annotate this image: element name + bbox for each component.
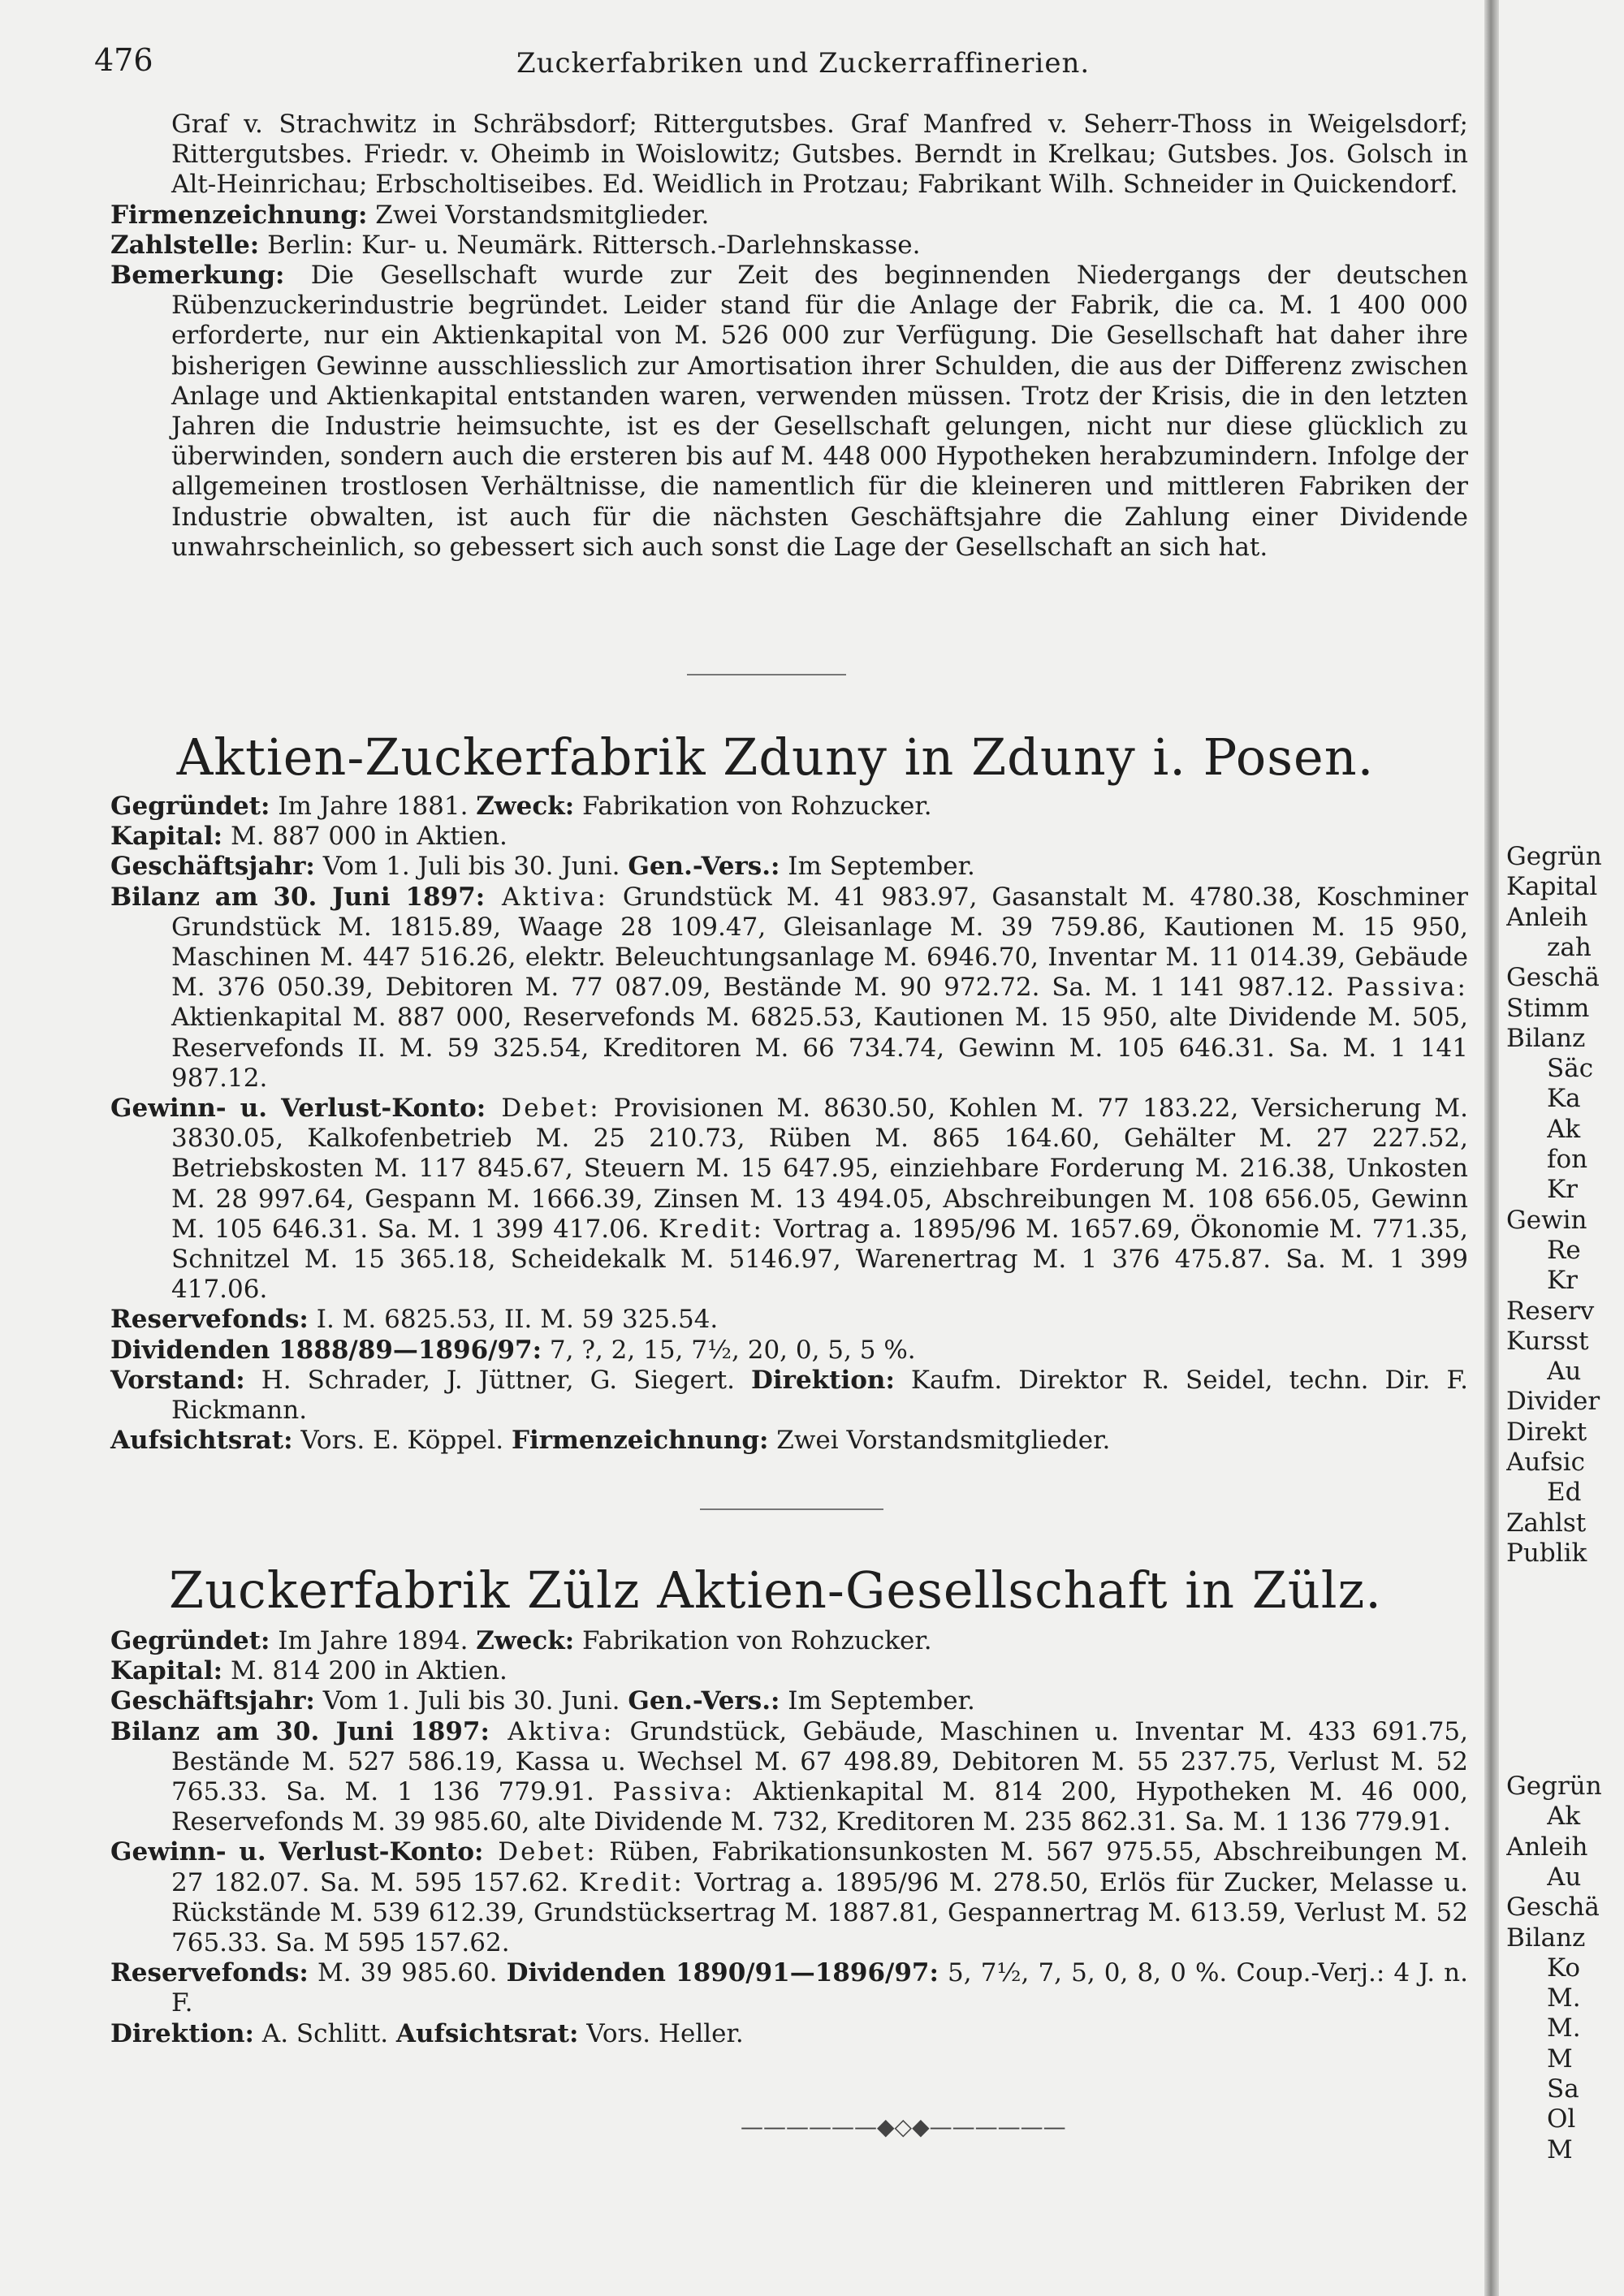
facing-page-fragment: Ol [1547, 2104, 1576, 2134]
intro-bemerkung [110, 261, 1468, 563]
zuelz-reserve-dividends [110, 1958, 1468, 2018]
value: Aktienkapital M. 887 000, Reservefonds M. 6825.53, Kautionen M. 15 950, alte Dividende M. 505, Reservefonds II. M. 59 325.54, Kreditoren M. 66 734.74, Gewinn M. 105 646.31. Sa. M. 1 141 987.12. [171, 1003, 1468, 1093]
zuelz-entry [110, 1626, 1468, 2049]
zuelz-fiscal-year [110, 1686, 1468, 1716]
facing-page-fragment: Ak [1547, 1802, 1581, 1832]
facing-page-fragment: M. [1547, 2013, 1581, 2044]
zduny-supervisory [110, 1426, 1468, 1456]
company-title-zuelz: Zuckerfabrik Zülz Aktien-Gesellschaft in Zülz. [169, 1560, 1382, 1620]
label: Reservefonds: [110, 1958, 309, 1988]
zduny-profit-loss [110, 1094, 1468, 1305]
passiva-label: Passiva: [1345, 973, 1468, 1003]
value: Zwei Vorstandsmitglieder. [768, 1426, 1111, 1456]
value: M. 39 985.60. [308, 1958, 507, 1988]
facing-page-fragment: Gegrün [1506, 1772, 1602, 1801]
facing-page-fragment: Divider [1506, 1387, 1600, 1417]
label: Firmenzeichnung: [512, 1426, 769, 1456]
zduny-fiscal-year [110, 852, 1468, 882]
value: A. Schlitt. [253, 2018, 396, 2048]
facing-page-fragment: Gewin [1506, 1205, 1587, 1235]
label: Dividenden 1888/89—1896/97: [110, 1335, 542, 1365]
facing-page-fragment: Re [1547, 1235, 1581, 1265]
running-head: Zuckerfabriken und Zuckerraffinerien. [516, 47, 1091, 80]
debet-label: Debet: [486, 1094, 601, 1124]
facing-page-fragment: Anleih [1506, 902, 1588, 932]
zuelz-management [110, 2019, 1468, 2049]
value: H. Schrader, J. Jüttner, G. Siegert. [244, 1365, 751, 1395]
zduny-entry [110, 792, 1468, 1456]
value: Im Jahre 1894. [270, 1626, 477, 1655]
label: Gen.-Vers.: [628, 852, 780, 882]
facing-page-fragment: Ko [1547, 1953, 1580, 1983]
debet-label: Debet: [483, 1837, 598, 1867]
facing-page-fragment: Bilanz [1506, 1923, 1586, 1953]
label: Geschäftsjahr: [110, 1686, 315, 1716]
value: Vors. E. Köppel. [292, 1426, 512, 1456]
label: Dividenden 1890/91—1896/97: [506, 1958, 939, 1988]
end-ornament: ——————◆◇◆—————— [741, 2113, 1066, 2140]
facing-page-fragment: Au [1547, 1357, 1582, 1387]
value: M. 887 000 in Aktien. [222, 822, 508, 852]
aktiva-label: Aktiva: [485, 882, 608, 912]
section-separator [700, 1508, 883, 1510]
label: Firmenzeichnung: [110, 200, 368, 230]
intro-zahlstelle [110, 231, 1468, 261]
label: Bilanz am 30. Juni 1897: [110, 1716, 490, 1746]
label: Reservefonds: [110, 1305, 309, 1335]
value: 5, 7½, 7, 5, 0, 8, 0 %. Coup.-Verj.: 4 J. n. F. [171, 1958, 1468, 2018]
label: Gewinn- u. Verlust-Konto: [110, 1837, 484, 1867]
zduny-dividends [110, 1336, 1468, 1366]
label: Zweck: [476, 1626, 575, 1655]
value: Im September. [780, 852, 975, 882]
aktiva-label: Aktiva: [489, 1716, 615, 1746]
label: Aufsichtsrat: [110, 1426, 293, 1456]
facing-page-fragment: Kr [1547, 1175, 1578, 1205]
value: Vortrag a. 1895/96 M. 1657.69, Ökonomie M. 771.35, Schnitzel M. 15 365.18, Scheidekalk M. 5146.97, Warenertrag M. 1 376 475.87. Sa. M. 1 399 417.06. [171, 1214, 1468, 1305]
passiva-label: Passiva: [612, 1777, 735, 1807]
label: Direktion: [750, 1365, 895, 1395]
section-separator [687, 674, 846, 675]
label: Bemerkung: [110, 261, 285, 291]
label: Bilanz am 30. Juni 1897: [110, 882, 486, 912]
book-spine-gutter [1484, 0, 1499, 2296]
facing-page-fragment: Gegrün [1506, 842, 1602, 871]
zduny-capital [110, 822, 1468, 852]
company-title-zduny: Aktien-Zuckerfabrik Zduny in Zduny i. Posen. [176, 727, 1375, 787]
value: Grundstück M. 41 983.97, Gasanstalt M. 4780.38, Koschminer Grundstück M. 1815.89, Waage 28 109.47, Gleisanlage M. 39 759.86, Kautionen M. 15 950, Maschinen M. 447 516.26, elektr. Beleuchtungsanlage M. 6946.70, Inventar M. 11 014.39, Gebäude M. 376 050.39, Debitoren M. 77 087.09, Bestände M. 90 972.72. Sa. M. 1 141 987.12. [171, 882, 1469, 1003]
label: Gegründet: [110, 792, 270, 821]
label: Kapital: [110, 822, 223, 852]
facing-page-fragment: Kursst [1506, 1326, 1589, 1356]
kredit-label: Kredit: [659, 1214, 764, 1244]
value: Rüben, Fabrikationsunkosten M. 567 975.55, Abschreibungen M. 27 182.07. Sa. M. 595 157.62. [171, 1837, 1469, 1897]
facing-page-fragment: M [1547, 2044, 1573, 2074]
facing-page-fragment: Bilanz [1506, 1023, 1586, 1053]
value: Vom 1. Juli bis 30. Juni. [314, 852, 628, 882]
value: Provisionen M. 8630.50, Kohlen M. 77 183.22, Versicherung M. 3830.05, Kalkofenbetrieb M. 25 210.73, Rüben M. 865 164.60, Gehälter M. 27 227.52, Betriebskosten M. 117 845.67, Steuern M. 15 647.95, einziehbare Forderung M. 216.38, Unkosten M. 28 997.64, Gespann M. 1666.39, Zinsen M. 13 494.05, Abschreibungen M. 108 656.05, Gewinn M. 105 646.31. Sa. M. 1 399 417.06. [171, 1094, 1468, 1244]
facing-page-fragment: Ka [1547, 1084, 1581, 1114]
label: Kapital: [110, 1656, 223, 1686]
value: 7, ?, 2, 15, 7½, 20, 0, 5, 5 %. [542, 1335, 916, 1365]
intro-firmenzeichnung [110, 201, 1468, 231]
board-members: Graf v. Strachwitz in Schräbsdorf; Rittergutsbes. Graf Manfred v. Seherr-Thoss in Weigelsdorf; Rittergutsbes. Friedr. v. Oheimb in Woislowitz; Gutsbes. Berndt in Krelkau; Gutsbes. Jos. Golsch in Alt-Heinrichau; Erbscholtiseibes. Ed. Weidlich in Protzau; Fabrikant Wilh. Schneider in Quickendorf. [171, 110, 1468, 200]
value: Berlin: Kur- u. Neumärk. Rittersch.-Darlehnskasse. [259, 230, 921, 260]
facing-page-fragment: M. [1547, 1983, 1581, 2013]
facing-page-fragment: Säc [1547, 1054, 1594, 1084]
value: Fabrikation von Rohzucker. [574, 792, 932, 821]
facing-page-fragment: Reserv [1506, 1296, 1595, 1326]
facing-page-fragment: Aufsic [1506, 1448, 1586, 1477]
value: Aktienkapital M. 814 200, Hypotheken M. 46 000, Reservefonds M. 39 985.60, alte Dividende M. 732, Kreditoren M. 235 862.31. Sa. M. 1 136 779.91. [171, 1777, 1468, 1837]
value: Die Gesellschaft wurde zur Zeit des beginnenden Niedergangs der deutschen Rübenzuckerindustrie begründet. Leider stand für die Anlage der Fabrik, die ca. M. 1 400 000 erforderte, nur ein Aktienkapital von M. 526 000 zur Verfügung. Die Gesellschaft hat daher ihre bisherigen Gewinne ausschliesslich zur Amortisation ihrer Schulden, die aus der Differenz zwischen Anlage und Aktienkapital entstanden waren, verwenden müssen. Trotz der Krisis, die in den letzten Jahren die Industrie heimsuchte, ist es der Gesellschaft gelungen, nicht nur diese glücklich zu überwinden, sondern auch die ersteren bis auf M. 448 000 Hypotheken herabzumindern. Infolge der allgemeinen trostlosen Verhältnisse, die namentlich für die kleineren und mittleren Fabriken der Industrie obwalten, ist auch für die nächsten Geschäftsjahre die Zahlung einer Dividende unwahrscheinlich, so gebessert sich auch sonst die Lage der Gesellschaft an sich hat. [171, 261, 1468, 562]
value: Grundstück, Gebäude, Maschinen u. Inventar M. 433 691.75, Bestände M. 527 586.19, Kassa u. Wechsel M. 67 498.89, Debitoren M. 55 237.75, Verlust M. 52 765.33. Sa. M. 1 136 779.91. [171, 1716, 1469, 1807]
facing-page-fragment: zah [1547, 932, 1592, 962]
label: Zahlstelle: [110, 230, 260, 260]
facing-page-fragment: Geschä [1506, 963, 1600, 993]
zduny-board [110, 1366, 1468, 1426]
facing-page-fragment: Kr [1547, 1266, 1578, 1296]
zuelz-profit-loss [110, 1837, 1468, 1958]
value: Vors. Heller. [578, 2018, 744, 2048]
facing-page-fragment: Stimm [1506, 993, 1590, 1023]
label: Gen.-Vers.: [628, 1686, 780, 1716]
label: Zweck: [476, 792, 575, 821]
value: Im Jahre 1881. [270, 792, 477, 821]
value: Vortrag a. 1895/96 M. 278.50, Erlös für Zucker, Melasse u. Rückstände M. 539 612.39, Grundstücksertrag M. 1887.81, Gespannertrag M. 613.59, Verlust M. 52 765.33. Sa. M 595 157.62. [171, 1867, 1468, 1958]
facing-page-fragment: Ed [1547, 1478, 1582, 1508]
facing-page-fragment: Geschä [1506, 1892, 1600, 1923]
label: Direktion: [110, 2018, 254, 2048]
kredit-label: Kredit: [578, 1867, 685, 1897]
zuelz-balance-sheet [110, 1717, 1468, 1838]
zuelz-founded [110, 1626, 1468, 1656]
value: I. M. 6825.53, II. M. 59 325.54. [308, 1305, 719, 1335]
label: Aufsichtsrat: [395, 2018, 579, 2048]
zduny-founded [110, 792, 1468, 822]
label: Vorstand: [110, 1365, 245, 1395]
facing-page-fragment: Zahlst [1506, 1508, 1587, 1538]
zuelz-capital [110, 1656, 1468, 1686]
label: Gewinn- u. Verlust-Konto: [110, 1094, 486, 1124]
value: Kaufm. Direktor R. Seidel, techn. Dir. F. Rickmann. [171, 1365, 1469, 1426]
label: Geschäftsjahr: [110, 852, 315, 882]
facing-page-fragment: Publik [1506, 1538, 1587, 1568]
facing-page-fragment: Direkt [1506, 1417, 1587, 1447]
value: Zwei Vorstandsmitglieder. [367, 200, 710, 230]
facing-page-fragment: fon [1547, 1145, 1588, 1174]
value: M. 814 200 in Aktien. [222, 1656, 508, 1686]
page-number: 476 [94, 42, 153, 78]
value: Im September. [780, 1686, 975, 1716]
value: Vom 1. Juli bis 30. Juni. [314, 1686, 628, 1716]
facing-page-fragment: Sa [1547, 2074, 1579, 2104]
value: Fabrikation von Rohzucker. [574, 1626, 932, 1655]
facing-page-fragment: Anleih [1506, 1832, 1588, 1862]
facing-page-fragment: Ak [1547, 1114, 1581, 1144]
zduny-reserve [110, 1305, 1468, 1335]
facing-page-fragment: Kapital [1506, 872, 1598, 902]
facing-page-fragment: M [1547, 2134, 1573, 2164]
facing-page-fragment: Au [1547, 1862, 1582, 1892]
label: Gegründet: [110, 1626, 270, 1655]
zduny-balance-sheet [110, 883, 1468, 1094]
intro-block [110, 110, 1468, 563]
